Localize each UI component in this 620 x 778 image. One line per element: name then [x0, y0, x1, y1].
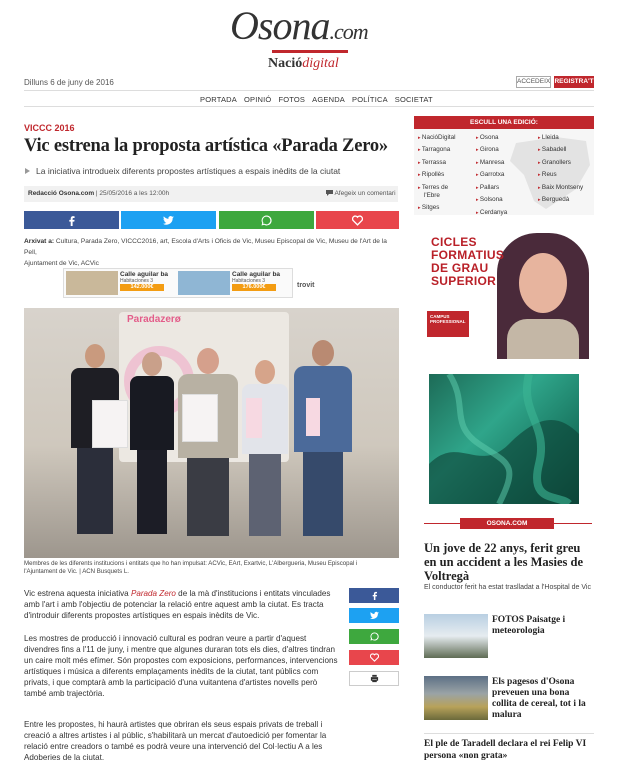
edition-reus[interactable]: ▸ Reus [538, 171, 594, 179]
edition-lleida[interactable]: ▸ Lleida [538, 134, 594, 142]
edition-column-1 [418, 134, 474, 212]
p1-before: Vic estrena aquesta iniciativa [24, 589, 131, 598]
print-icon [370, 674, 379, 683]
bullet-icon [25, 168, 30, 174]
article-paragraph-1 [24, 588, 342, 621]
edition-ripolles[interactable]: ▸ Ripollès [418, 171, 474, 179]
whatsapp-icon [370, 632, 379, 641]
nav-agenda[interactable]: AGENDA [312, 95, 346, 104]
poster-2 [182, 394, 218, 442]
trovit-logo[interactable]: trovit [297, 282, 315, 289]
poster-4 [306, 398, 320, 436]
caption-line-1: Membres de les diferents institucions i entitats que ho han impulsat: ACVic, EArt, Exartvic, L'Albergueria, Museu Episcopal i [24, 560, 358, 567]
edition-girona[interactable]: ▸ Girona [476, 146, 532, 154]
site-logo[interactable] [230, 2, 368, 49]
article-subtitle: La iniciativa introdueix diferents propostes artístiques a espais inèdits de la ciutat [36, 166, 341, 176]
facebook-icon [66, 215, 77, 226]
edition-terrassa[interactable]: ▸ Terrassa [418, 159, 474, 167]
caption-line-2: l'Ajuntament de Vic. | ACN Busquets L. [24, 568, 129, 575]
thumb-landscape[interactable] [424, 614, 488, 658]
edition-cerdanya[interactable]: ▸ Cerdanya [476, 209, 532, 217]
edition-solsona[interactable]: ▸ Solsona [476, 196, 532, 204]
poster-1 [92, 400, 128, 448]
facebook-share-button[interactable] [24, 211, 119, 229]
listing-ad[interactable] [63, 268, 293, 298]
ad-headline [431, 236, 504, 288]
edition-column-3 [538, 134, 594, 204]
edition-tarragona[interactable]: ▸ Tarragona [418, 146, 474, 154]
print-button[interactable] [349, 671, 399, 686]
twitter-icon [370, 611, 379, 620]
love-button[interactable] [316, 211, 399, 229]
register-button[interactable]: REGISTRA'T [554, 76, 594, 88]
nav-politica[interactable]: POLÍTICA [352, 95, 388, 104]
edition-bergueda[interactable]: ▸ Berguedà [538, 196, 594, 204]
article-photo[interactable] [24, 308, 399, 558]
edition-baix-montseny[interactable]: ▸ Baix Montseny [538, 184, 594, 192]
twitter-share-button-side[interactable] [349, 608, 399, 623]
article-kicker[interactable]: VICCC 2016 [24, 123, 75, 133]
logo-suffix: .com [329, 19, 368, 44]
heart-icon [370, 653, 379, 662]
edition-terres-ebre[interactable]: ▸ Terres de [418, 184, 474, 192]
ad-line-2: FORMATIUS [431, 248, 505, 262]
twitter-icon [163, 215, 174, 226]
ad-line-4: SUPERIOR [431, 274, 497, 288]
photo-caption [24, 560, 399, 576]
p1-after: de la mà d'institucions i entitats vinculades amb l'art i amb l'objectiu de potenciar la relació entre aquest amb la ciutat. Es tracta d'introduir diferents propostes artístiques en espais inèdits de Vic. [24, 589, 331, 620]
nav-divider [24, 106, 594, 107]
story-1-title[interactable]: FOTOS Paisatge i meteorologia [492, 615, 566, 636]
story-2-title[interactable]: Els pagesos d'Osona preveuen una bona collita de cereal, tot i la malura [492, 677, 586, 720]
edition-manresa[interactable]: ▸ Manresa [476, 159, 532, 167]
nav-societat[interactable]: SOCIETAT [394, 95, 433, 104]
header-divider [24, 90, 594, 91]
story-3-title[interactable]: El ple de Taradell declara el rei Felip VI persona «non grata» [424, 739, 587, 761]
facebook-share-button-side[interactable] [349, 588, 399, 603]
lead-story-summary: El conductor ferit ha estat traslladat a l'Hospital de Vic [424, 584, 591, 591]
edition-column-2 [476, 134, 532, 217]
edition-granollers[interactable]: ▸ Granollers [538, 159, 594, 167]
article-author[interactable]: Redacció Osona.com [28, 190, 95, 197]
poster-3 [246, 398, 262, 438]
listing-title: Calle aguilar ba [232, 271, 281, 278]
logo-main: Osona [230, 3, 330, 48]
nav-portada[interactable]: PORTADA [200, 95, 237, 104]
banner-text: Paradazerø [127, 314, 181, 325]
article-paragraph-3: Entre les propostes, hi haurà artistes que obriran els seus espais privats de treball i creació a altres artistes i al públic, s'habilitarà un mercat d'autoedició per fomentar la relació entre creadors o també es podrà veure una intervenció del Col·lectiu A a les Adoberies de la ciutat. [24, 720, 327, 762]
edition-sabadell[interactable]: ▸ Sabadell [538, 146, 594, 154]
story-divider [424, 733, 594, 734]
lead-story-title[interactable]: Un jove de 22 anys, ferit greu en un accident a les Masies de Voltregà [424, 541, 584, 583]
current-date: Dilluns 6 de juny de 2016 [24, 78, 114, 87]
ad-abstract-banner[interactable] [429, 374, 579, 504]
whatsapp-icon [261, 215, 272, 226]
p1-emphasis: Parada Zero [130, 589, 176, 598]
comment-icon [326, 190, 333, 196]
edition-pallars[interactable]: ▸ Pallars [476, 184, 532, 192]
leaf-pattern [429, 374, 579, 504]
nav-fotos[interactable]: FOTOS [278, 95, 306, 104]
main-nav [200, 95, 433, 104]
listing-price: 176.000€ [232, 284, 276, 291]
listing-2[interactable] [232, 271, 280, 291]
tags-line-1[interactable]: Cultura, Parada Zero, VICCC2016, art, Escola d'Arts i Oficis de Vic, Museu Episcopal de Vic, Museu de l'Art de la Pell, [24, 238, 387, 256]
archived-label: Arxivat a: [24, 238, 55, 245]
login-button[interactable]: ACCEDEIX [516, 76, 551, 88]
person-3 [178, 348, 238, 538]
edition-sitges[interactable]: ▸ Sitges [418, 204, 474, 212]
edition-garrotxa[interactable]: ▸ Garrotxa [476, 171, 532, 179]
network-logo[interactable] [268, 56, 339, 72]
edition-osona[interactable]: ▸ Osona [476, 134, 532, 142]
listing-rooms: Habitaciones 3 [232, 278, 266, 284]
person-2 [130, 352, 174, 538]
ad-line-1: CICLES [431, 235, 477, 249]
heart-icon [352, 215, 363, 226]
ad-badge: CAMPUS PROFESSIONAL [427, 311, 469, 337]
edition-selector-title: ESCULL UNA EDICIÓ: [414, 116, 594, 129]
article-paragraph-2: Les mostres de producció i innovació cultural es podran veure a partir d'aquest divendres fins a l'11 de juny, i mentre que algunes duraran tots els dies, d'altres tindran un caire molt més efímer. Són propostes com exposicions, performances, intervencions artístiques i música a diferents emplaçaments inèdits de la ciutat, tant públics com privats, i que comptarà amb la participació d'una vuitantena d'artistes novells però també amb trajectòria. [24, 634, 338, 698]
network-italic: digital [302, 56, 339, 71]
network-bold: Nació [268, 56, 303, 71]
whatsapp-share-button[interactable] [219, 211, 314, 229]
person-4 [242, 360, 288, 538]
edition-selector [414, 129, 594, 215]
nav-opinio[interactable]: OPINIÓ [243, 95, 272, 104]
add-comment-link[interactable] [326, 186, 396, 202]
add-comment-label: Afegeix un comentari [334, 190, 396, 197]
ad-portrait [497, 233, 589, 359]
thumb-cereal[interactable] [424, 676, 488, 720]
listing-rooms: Habitaciones 3 [120, 278, 154, 284]
article-tags [24, 236, 400, 269]
twitter-share-button[interactable] [121, 211, 216, 229]
ad-line-3: DE GRAU [431, 261, 489, 275]
love-button-side[interactable] [349, 650, 399, 665]
listing-1[interactable] [120, 271, 168, 291]
logo-divider [272, 50, 348, 53]
edition-naciodigital[interactable]: ▸ NacióDigital [418, 134, 474, 142]
tags-line-2[interactable]: Ajuntament de Vic, ACVic [24, 260, 99, 267]
article-timestamp: | 25/05/2016 a les 12:00h [94, 190, 170, 197]
edition-terres-ebre-cont[interactable]: l'Ebre [424, 192, 440, 199]
listing-title: Calle aguilar ba [120, 271, 169, 278]
listing-image-1 [66, 271, 118, 295]
section-label[interactable]: OSONA.COM [460, 518, 554, 529]
person-5 [294, 340, 352, 538]
listing-price: 142.000€ [120, 284, 164, 291]
whatsapp-share-button-side[interactable] [349, 629, 399, 644]
article-title: Vic estrena la proposta artística «Parada Zero» [24, 136, 388, 156]
listing-image-2 [178, 271, 230, 295]
facebook-icon [370, 591, 379, 600]
